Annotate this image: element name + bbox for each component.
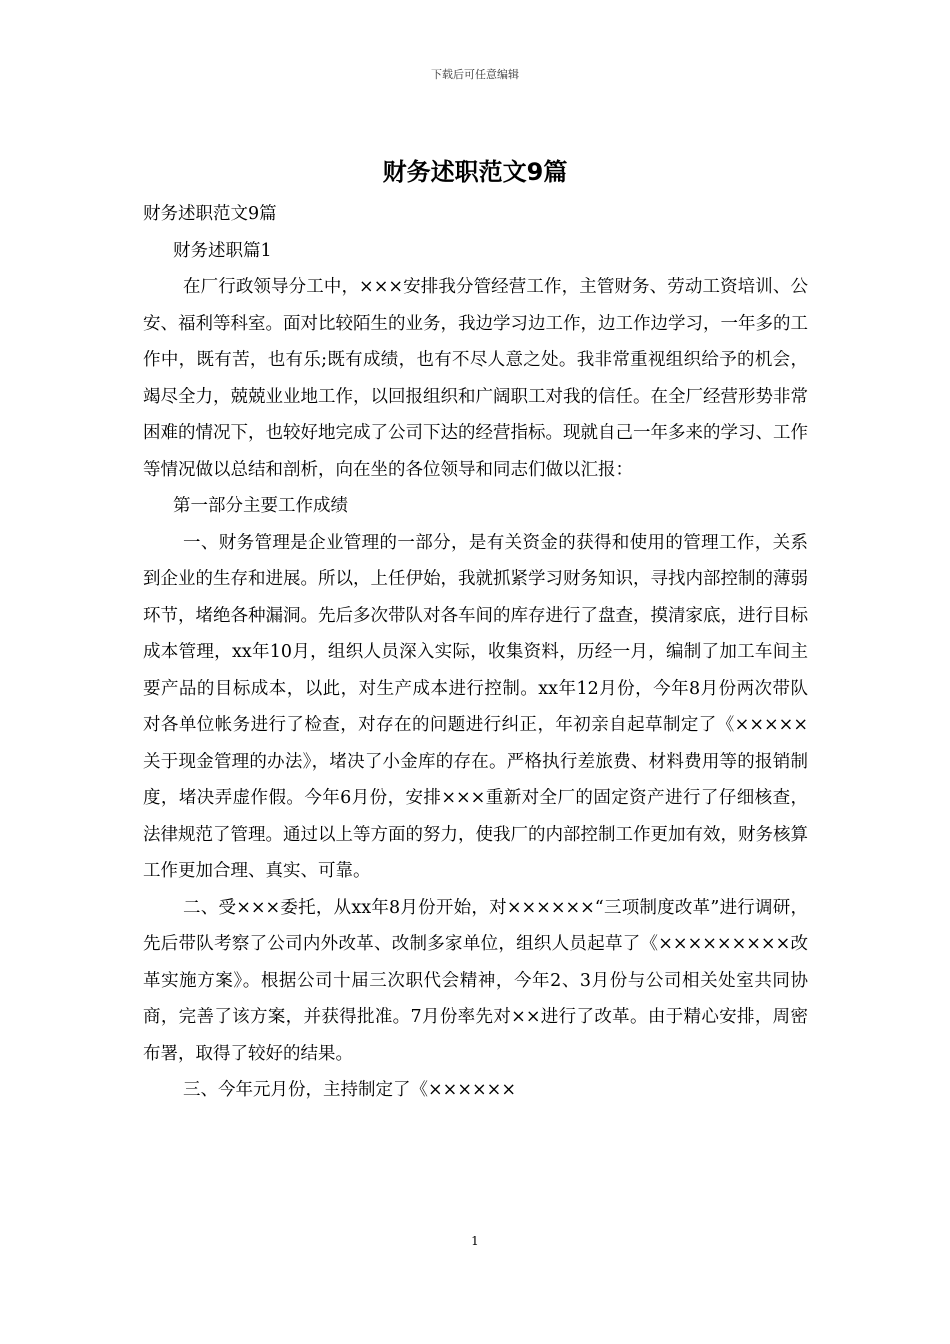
paragraph-intro: 在厂行政领导分工中，×××安排我分管经营工作，主管财务、劳动工资培训、公安、福利等科室。面对比较陌生的业务，我边学习边工作，边工作边学习，一年多的工作中，既有苦，也有乐;既有成绩，也有不尽人意之处。我非常重视组织给予的机会，竭尽全力，兢兢业业地工作，以回报组织和广阔职工对我的信任。在全厂经营形势非常困难的情况下，也较好地完成了公司下达的经营指标。现就自己一年多来的学习、工作等情况做以总结和剖析，向在坐的各位领导和同志们做以汇报：	[143, 277, 808, 480]
paragraph-reform: 二、受×××委托，从xx年8月份开始，对××××××“三项制度改革”进行调研，先后带队考察了公司内外改革、改制多家单位，组织人员起草了《×××××××××改革实施方案》。根据公司十届三次职代会精神，今年2、3月份与公司相关处室共同协商，完善了该方案，并获得批准。7月份率先对××进行了改革。由于精心安排，周密布署，取得了较好的结果。	[143, 897, 808, 1064]
page-number: 1	[471, 1234, 479, 1248]
page-header-note: 下载后可任意编辑	[431, 68, 519, 81]
document-title: 财务述职范文9篇	[382, 158, 568, 186]
document-subtitle: 财务述职范文9篇	[143, 204, 277, 224]
part-heading: 第一部分主要工作成绩	[173, 496, 348, 516]
document-body	[143, 196, 808, 1109]
paragraph-finance: 一、财务管理是企业管理的一部分，是有关资金的获得和使用的管理工作，关系到企业的生存和进展。所以，上任伊始，我就抓紧学习财务知识，寻找内部控制的薄弱环节，堵绝各种漏洞。先后多次带队对各车间的库存进行了盘查，摸清家底，进行目标成本管理，xx年10月，组织人员深入实际，收集资料，历经一月，编制了加工车间主要产品的目标成本，以此，对生产成本进行控制。xx年12月份，今年8月份两次带队对各单位帐务进行了检查，对存在的问题进行纠正，年初亲自起草制定了《×××××关于现金管理的办法》，堵决了小金库的存在。严格执行差旅费、材料费用等的报销制度，堵决弄虚作假。今年6月份，安排×××重新对全厂的固定资产进行了仔细核查，法律规范了管理。通过以上等方面的努力，使我厂的内部控制工作更加有效，财务核算工作更加合理、真实、可靠。	[143, 532, 808, 881]
section-heading: 财务述职篇1	[173, 240, 272, 261]
paragraph-third: 三、今年元月份，主持制定了《××××××	[183, 1080, 516, 1100]
